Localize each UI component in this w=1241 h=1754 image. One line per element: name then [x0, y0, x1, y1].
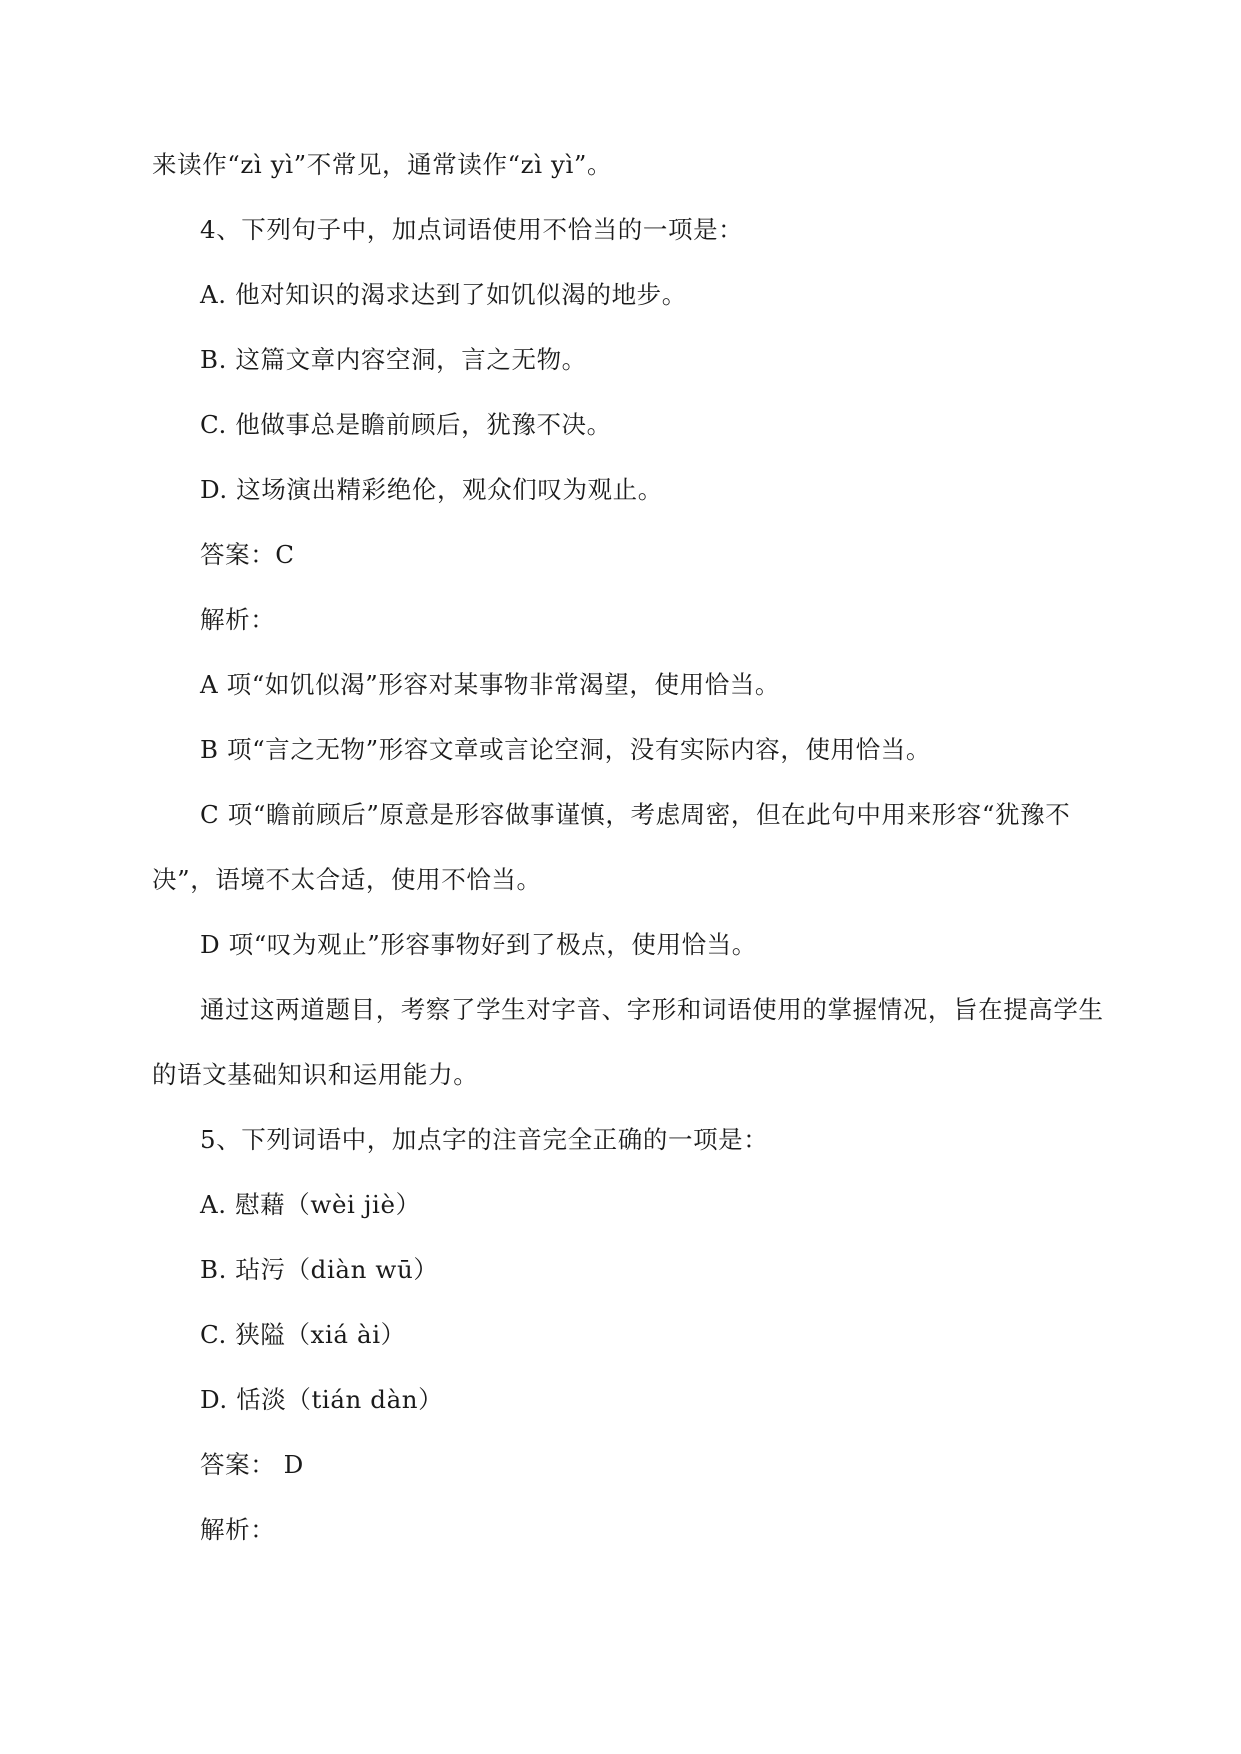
question-4-analysis-label: 解析： [200, 605, 276, 634]
question-5-analysis-label: 解析： [200, 1515, 276, 1544]
question-5-option-b: B. 玷污（diàn wū） [200, 1255, 439, 1284]
question-4-option-d: D. 这场演出精彩绝伦，观众们叹为观止。 [200, 475, 663, 504]
question-5-option-d: D. 恬淡（tián dàn） [200, 1385, 444, 1414]
question-4-answer: 答案：C [200, 540, 295, 569]
question-5-option-c: C. 狭隘（xiá ài） [200, 1320, 406, 1349]
question-5-option-a: A. 慰藉（wèi jiè） [200, 1190, 421, 1219]
summary-paragraph: 通过这两道题目，考察了学生对字音、字形和词语使用的掌握情况，旨在提高学生 [200, 995, 1104, 1024]
question-4-option-c: C. 他做事总是瞻前顾后，犹豫不决。 [200, 410, 612, 439]
analysis-item-b: B 项“言之无物”形容文章或言论空洞，没有实际内容，使用恰当。 [200, 735, 931, 764]
analysis-item-c-continuation: 决”，语境不太合适，使用不恰当。 [152, 865, 542, 894]
text-line-continuation: 来读作“zì yì”不常见，通常读作“zì yì”。 [152, 150, 613, 179]
summary-paragraph-continuation: 的语文基础知识和运用能力。 [152, 1060, 479, 1089]
question-5-stem: 5、下列词语中，加点字的注音完全正确的一项是： [200, 1125, 769, 1154]
analysis-item-c: C 项“瞻前顾后”原意是形容做事谨慎，考虑周密，但在此句中用来形容“犹豫不 [200, 800, 1071, 829]
analysis-item-d: D 项“叹为观止”形容事物好到了极点，使用恰当。 [200, 930, 757, 959]
question-4-stem: 4、下列句子中，加点词语使用不恰当的一项是： [200, 215, 744, 244]
analysis-item-a: A 项“如饥似渴”形容对某事物非常渴望，使用恰当。 [200, 670, 781, 699]
question-4-option-b: B. 这篇文章内容空洞，言之无物。 [200, 345, 587, 374]
question-5-answer: 答案： D [200, 1450, 304, 1479]
question-4-option-a: A. 他对知识的渴求达到了如饥似渴的地步。 [200, 280, 687, 309]
